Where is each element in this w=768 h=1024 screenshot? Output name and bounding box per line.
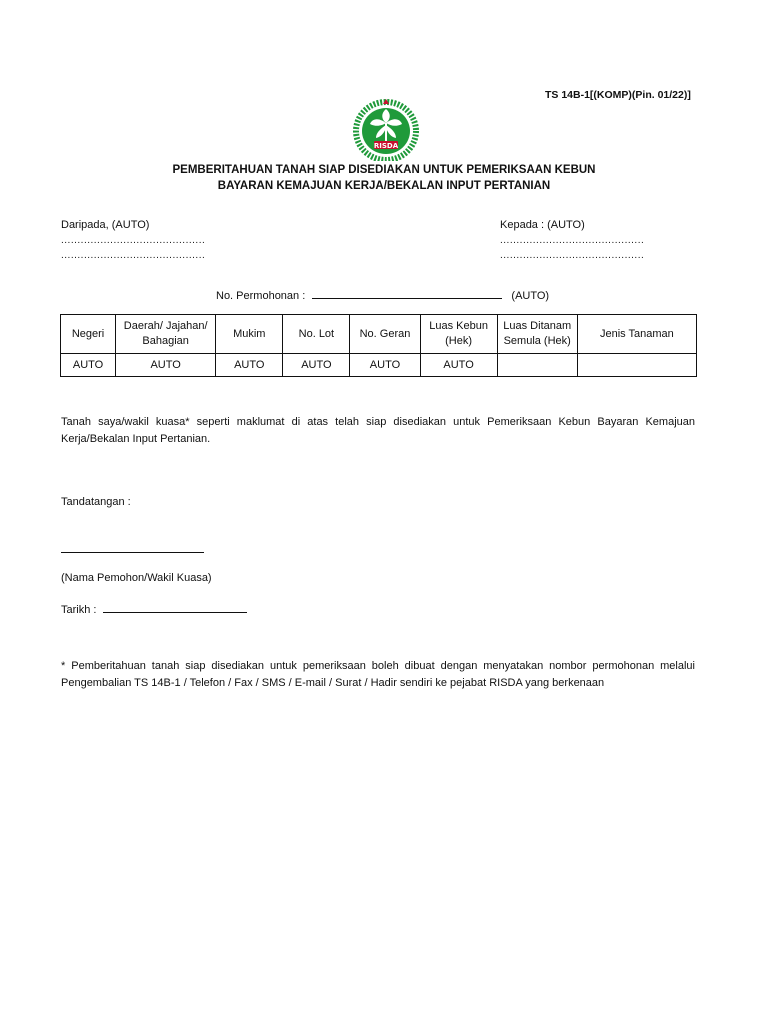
date-label: Tarikh : xyxy=(61,604,97,616)
from-line-2: ............................................ xyxy=(61,250,206,261)
application-number-row xyxy=(216,287,549,302)
header-jenis-tanaman: Jenis Tanaman xyxy=(577,315,696,354)
cell-daerah: AUTO xyxy=(116,354,216,377)
risda-logo-text: RISDA xyxy=(373,142,399,150)
cell-luas-ditanam[interactable] xyxy=(497,354,577,377)
risda-logo xyxy=(350,95,422,161)
cell-negeri: AUTO xyxy=(61,354,116,377)
form-code: TS 14B-1[(KOMP)(Pin. 01/22)] xyxy=(545,89,691,101)
application-number-field[interactable] xyxy=(312,287,502,299)
date-field[interactable] xyxy=(103,601,247,613)
cell-no-geran: AUTO xyxy=(350,354,420,377)
to-label: Kepada : (AUTO) xyxy=(500,219,585,231)
footnote-text: * Pemberitahuan tanah siap disediakan untuk pemeriksaan boleh dibuat dengan menyatakan nombor permohonan melalui Pengembalian TS 14B-1 / Telefon / Fax / SMS / E-mail / Surat / Hadir sendiri ke pejabat RISDA yang berkenaan xyxy=(61,660,695,689)
signature-line[interactable] xyxy=(61,541,204,556)
from-line-1: ............................................ xyxy=(61,235,206,246)
header-negeri: Negeri xyxy=(61,315,116,354)
applicant-name-label: (Nama Pemohon/Wakil Kuasa) xyxy=(61,572,212,584)
signature-label: Tandatangan : xyxy=(61,496,131,508)
header-no-geran: No. Geran xyxy=(350,315,420,354)
table-row xyxy=(61,354,697,377)
application-number-value: (AUTO) xyxy=(511,290,550,302)
cell-jenis-tanaman[interactable] xyxy=(577,354,696,377)
land-info-table xyxy=(60,314,697,377)
header-luas-ditanam: Luas Ditanam Semula (Hek) xyxy=(497,315,577,354)
header-mukim: Mukim xyxy=(216,315,283,354)
header-no-lot: No. Lot xyxy=(283,315,350,354)
application-number-label: No. Permohonan : xyxy=(216,290,306,302)
from-label: Daripada, (AUTO) xyxy=(61,219,150,231)
form-title-line-1: PEMBERITAHUAN TANAH SIAP DISEDIAKAN UNTUK PEMERIKSAAN KEBUN xyxy=(172,164,596,176)
cell-no-lot: AUTO xyxy=(283,354,350,377)
to-line-2: ............................................ xyxy=(500,250,645,261)
to-line-1: ............................................ xyxy=(500,235,645,246)
table-header-row xyxy=(61,315,697,354)
form-title-line-2: BAYARAN KEMAJUAN KERJA/BEKALAN INPUT PERTANIAN xyxy=(217,180,551,192)
date-row xyxy=(61,601,247,616)
header-daerah: Daerah/ Jajahan/ Bahagian xyxy=(116,315,216,354)
cell-mukim: AUTO xyxy=(216,354,283,377)
statement-text: Tanah saya/wakil kuasa* seperti maklumat di atas telah siap disediakan untuk Pemeriksaan Kebun Bayaran Kemajuan Kerja/Bekalan Input Pertanian. xyxy=(61,416,695,445)
header-luas-kebun: Luas Kebun (Hek) xyxy=(420,315,497,354)
cell-luas-kebun: AUTO xyxy=(420,354,497,377)
